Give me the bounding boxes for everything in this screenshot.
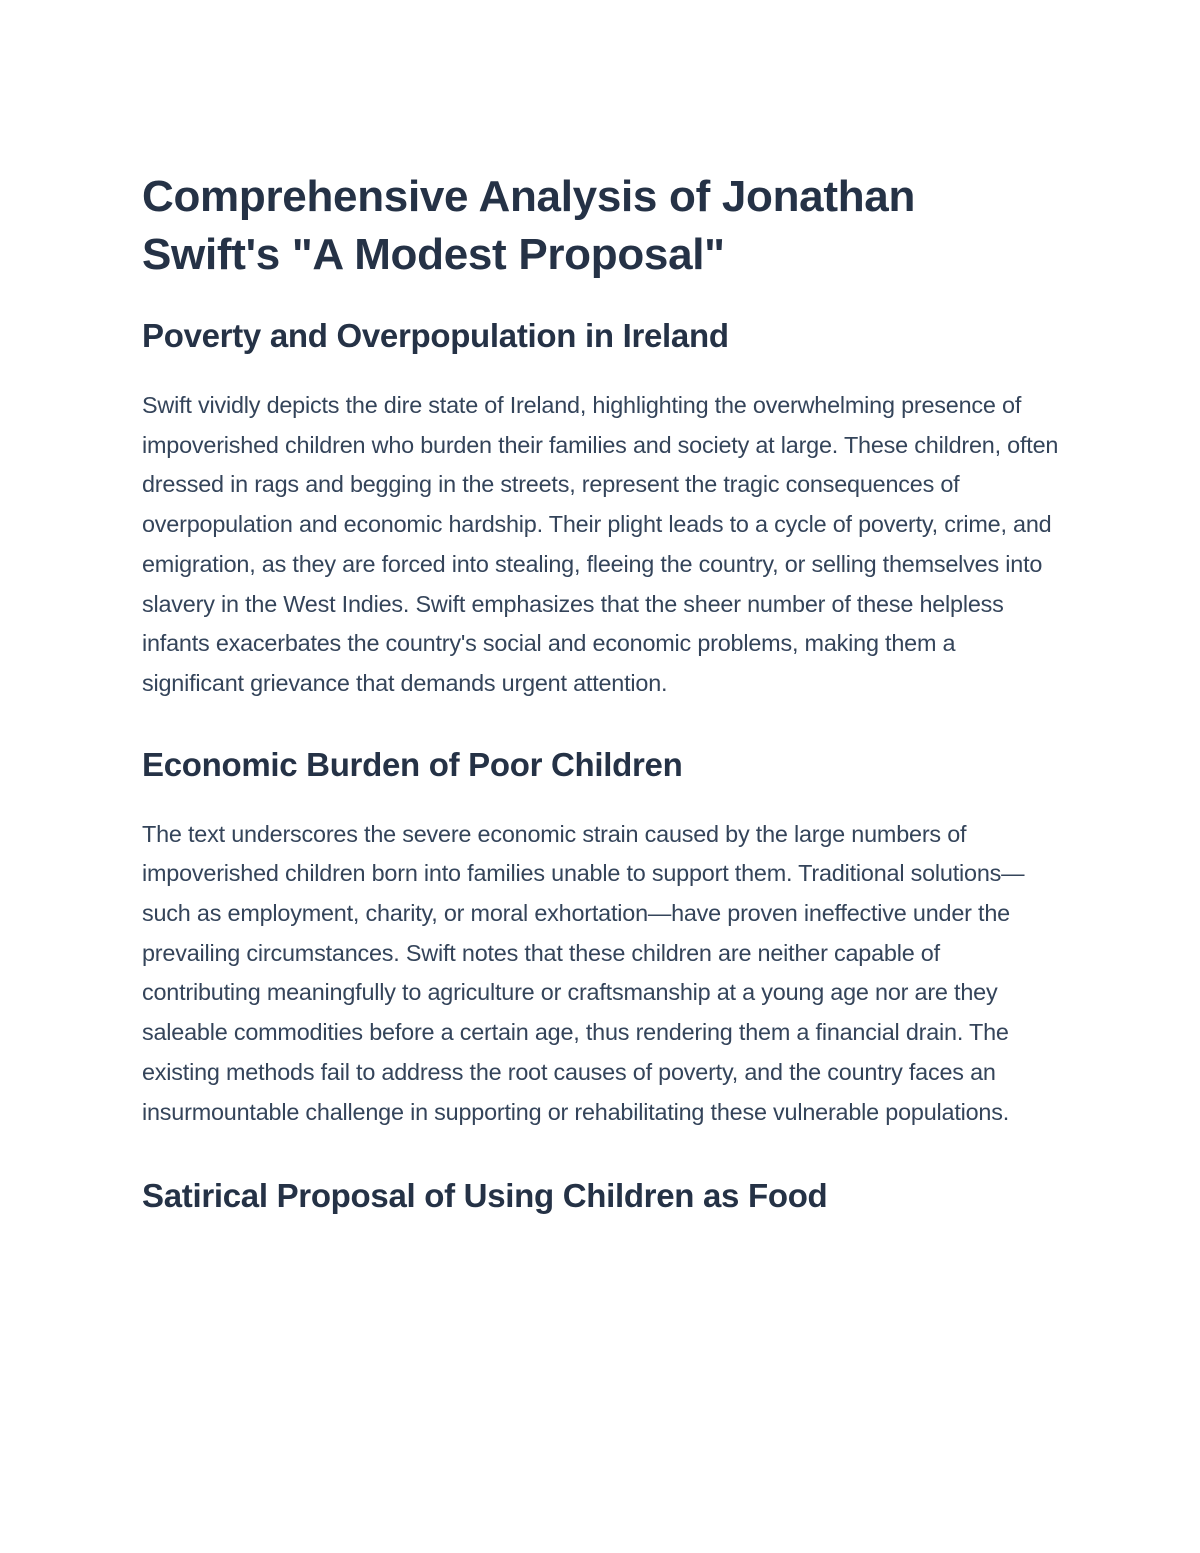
section-body-poverty: Swift vividly depicts the dire state of Ireland, highlighting the overwhelming presence of impoverished children who burden their families and society at large. These children, often dressed in rags and begging in the streets, represent the tragic consequences of overpopulation and economic hardship. Their plight leads to a cycle of poverty, crime, and emigration, as they are forced into stealing, fleeing the country, or selling themselves into slavery in the West Indies. Swift emphasizes that the sheer number of these helpless infants exacerbates the country's social and economic problems, making them a significant grievance that demands urgent attention. <box>142 392 1059 696</box>
section-body-economic-burden: The text underscores the severe economic strain caused by the large numbers of impoverished children born into families unable to support them. Traditional solutions—such as employment, charity, or moral exhortation—have proven ineffective under the prevailing circumstances. Swift notes that these children are neither capable of contributing meaningfully to agriculture or craftsmanship at a young age nor are they saleable commodities before a certain age, thus rendering them a financial drain. The existing methods fail to address the root causes of poverty, and the country faces an insurmountable challenge in supporting or rehabilitating these vulnerable populations. <box>142 820 1025 1125</box>
document-page <box>142 168 1062 1217</box>
section-heading-poverty: Poverty and Overpopulation in Ireland <box>142 317 729 354</box>
document-title: Comprehensive Analysis of Jonathan Swift's "A Modest Proposal" <box>142 172 916 279</box>
section-heading-satirical-proposal: Satirical Proposal of Using Children as Food <box>142 1177 828 1215</box>
section-heading-economic-burden: Economic Burden of Poor Children <box>142 745 683 783</box>
